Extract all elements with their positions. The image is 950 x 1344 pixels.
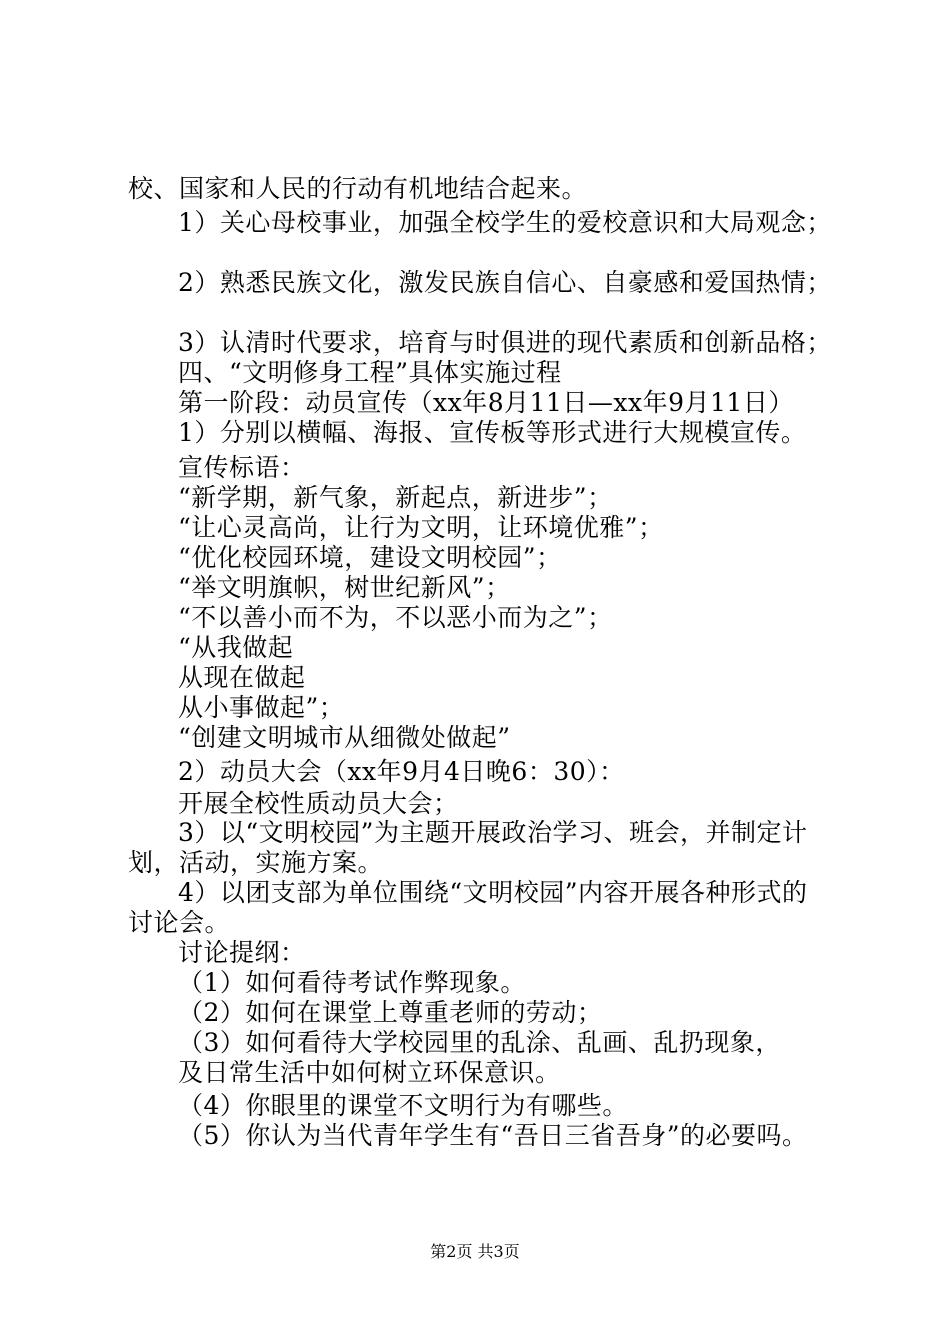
list-item: （5）你认为当代青年学生有“吾日三省吾身”的必要吗。 [178, 1121, 808, 1150]
page-footer: 第2页 共3页 [430, 1242, 520, 1261]
slogan-line: 从现在做起 [178, 663, 306, 692]
list-item: （3）如何看待大学校园里的乱涂、乱画、乱扔现象， [178, 1028, 781, 1057]
slogan-line: “创建文明城市从细微处做起” [178, 723, 511, 752]
text-line: 划，活动，实施方案。 [128, 848, 384, 877]
list-item: 及日常生活中如何树立环保意识。 [178, 1058, 561, 1087]
text-line: 开展全校性质动员大会； [178, 789, 459, 818]
text-line: 1）分别以横幅、海报、宣传板等形式进行大规模宣传。 [178, 418, 807, 447]
text-line: 4）以团支部为单位围绕“文明校园”内容开展各种形式的 [178, 878, 808, 907]
text-line: 2）动员大会（xx年9月4日晚6：30）： [178, 757, 625, 786]
text-line: 第一阶段：动员宣传（xx年8月11日—xx年9月11日） [178, 388, 794, 417]
slogan-line: “让心灵高尚，让行为文明，让环境优雅”； [178, 513, 664, 542]
slogan-line: “优化校园环境，建设文明校园”； [178, 543, 562, 572]
text-line: 讨论提纲： [178, 938, 306, 967]
text-line: 宣传标语： [178, 453, 306, 482]
slogan-line: “从我做起 [178, 633, 294, 662]
text-line: 3）认清时代要求，培育与时俱进的现代素质和创新品格； [178, 328, 832, 357]
list-item: （4）你眼里的课堂不文明行为有哪些。 [178, 1091, 628, 1120]
section-heading: 四、“文明修身工程”具体实施过程 [178, 358, 562, 387]
text-line: 校、国家和人民的行动有机地结合起来。 [128, 174, 588, 203]
text-line: 2）熟悉民族文化，激发民族自信心、自豪感和爱国热情； [178, 268, 832, 297]
text-line: 3）以“文明校园”为主题开展政治学习、班会，并制定计 [178, 818, 808, 847]
slogan-line: “新学期，新气象，新起点，新进步”； [178, 483, 613, 512]
text-line: 讨论会。 [128, 908, 231, 937]
slogan-line: 从小事做起”； [178, 693, 345, 722]
slogan-line: “举文明旗帜，树世纪新风”； [178, 573, 511, 602]
text-line: 1）关心母校事业，加强全校学生的爱校意识和大局观念； [178, 208, 832, 237]
list-item: （2）如何在课堂上尊重老师的劳动； [178, 998, 603, 1027]
list-item: （1）如何看待考试作弊现象。 [178, 968, 526, 997]
slogan-line: “不以善小而不为，不以恶小而为之”； [178, 603, 613, 632]
